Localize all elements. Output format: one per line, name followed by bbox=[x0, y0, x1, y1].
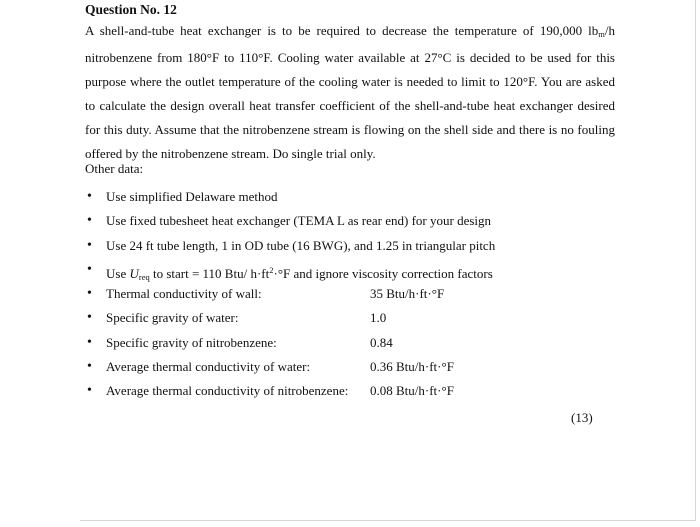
problem-statement bbox=[85, 19, 615, 166]
list-item-text: Use 24 ft tube length, 1 in OD tube (16 BWG), and 1.25 in triangular pitch bbox=[106, 237, 496, 253]
question-title: Question No. 12 bbox=[85, 2, 177, 17]
problem-statement-part-1: A shell-and-tube heat exchanger is to be required to decrease the temperature of 190,000 lb bbox=[85, 23, 599, 38]
u-symbol: U bbox=[129, 265, 139, 281]
u-subscript: req bbox=[138, 271, 150, 282]
list-item-text: Specific gravity of nitrobenzene: bbox=[106, 334, 277, 350]
bullet-icon: • bbox=[87, 237, 92, 253]
list-item-text: Specific gravity of water: bbox=[106, 310, 239, 326]
bullet-icon: • bbox=[87, 383, 92, 399]
list-item-text: Thermal conductivity of wall: bbox=[106, 286, 262, 302]
bullet-icon: • bbox=[87, 334, 92, 350]
bullet-icon: • bbox=[87, 213, 92, 229]
list-item-text: Average thermal conductivity of nitrobenzene: bbox=[106, 383, 349, 399]
problem-statement-part-2: /h nitrobenzene from 180°F to 110°F. Cooling water available at 27°C is decided to be used for this purpose where the outlet temperature of the cooling water is needed to limit to 120°F. You are asked to calculate the design overall heat transfer coefficient of the shell-and-tube heat exchanger desired for this duty. Assume that the nitrobenzene stream is flowing on the shell side and there is no fouling offered by the nitrobenzene stream. Do single trial only. bbox=[85, 23, 615, 161]
list-item-text: Use $U_{req}$ to start = 110 Btu/ $h\cdot ft^2\cdot^\circ F$ and ignore viscosity correction factors bbox=[106, 264, 493, 282]
list-item-value: 0.84 bbox=[370, 334, 393, 350]
u-text-part-2: ·°F and ignore viscosity correction factors bbox=[273, 265, 493, 281]
bullet-icon: • bbox=[87, 189, 92, 204]
list-item-text: Use simplified Delaware method bbox=[106, 189, 278, 204]
list-item-value: 35 Btu/h·ft·°F bbox=[370, 286, 445, 302]
list-item-value: 0.08 Btu/h·ft·°F bbox=[370, 383, 454, 399]
bullet-icon: • bbox=[87, 359, 92, 375]
mass-unit-subscript: m bbox=[598, 29, 605, 39]
squared-superscript: 2 bbox=[269, 264, 274, 275]
list-item-text: Use fixed tubesheet heat exchanger (TEMA L as rear end) for your design bbox=[106, 213, 492, 229]
list-item-value: 0.36 Btu/h·ft·°F bbox=[370, 359, 454, 375]
list-item-value: 1.0 bbox=[370, 310, 387, 326]
bullet-icon: • bbox=[87, 261, 92, 277]
bullet-icon: • bbox=[87, 286, 92, 302]
marks-label: (13) bbox=[571, 410, 593, 425]
u-text-part-1: to start = 110 Btu/ h·ft bbox=[149, 265, 270, 281]
other-data-label: Other data: bbox=[85, 161, 144, 176]
bullet-icon: • bbox=[87, 310, 92, 326]
list-item-text: Average thermal conductivity of water: bbox=[106, 359, 311, 375]
